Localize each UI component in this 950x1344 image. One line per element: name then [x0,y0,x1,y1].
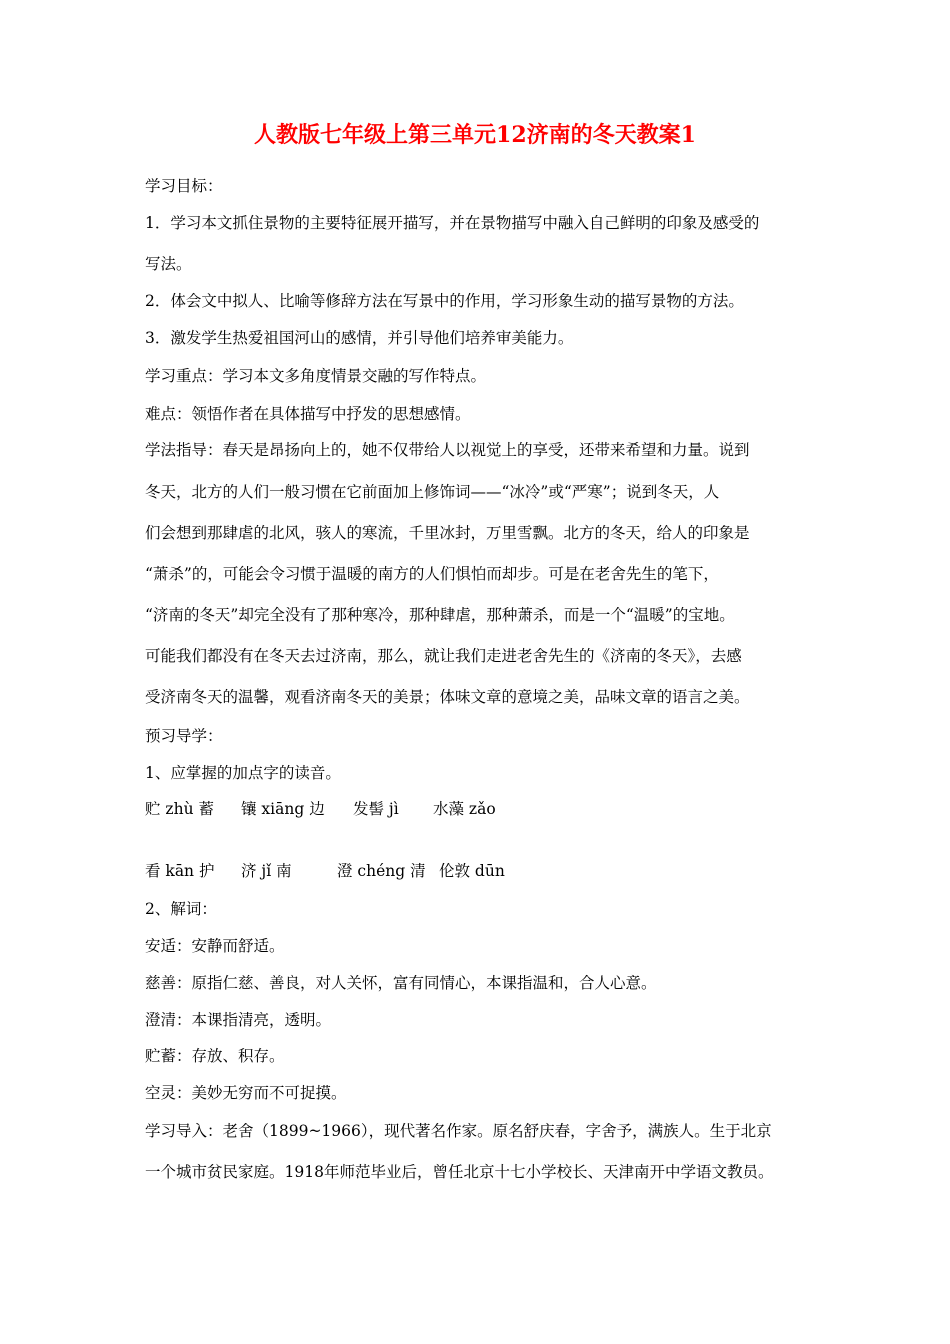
intro-line-1: 学习导入：老舍（1899~1966），现代著名作家。原名舒庆春，字舍予，满族人。生于北京 [145,1122,772,1140]
goal-2: 2．体会文中拟人、比喻等修辞方法在写景中的作用，学习形象生动的描写景物的方法。 [145,292,744,310]
pinyin-item: 伦敦 dūn [439,862,505,880]
learning-focus: 学习重点：学习本文多角度情景交融的写作特点。 [145,367,487,385]
vocab-item: 空灵：美妙无穷而不可捉摸。 [145,1084,347,1102]
vocab-heading: 2、解词： [145,900,217,918]
document-title: 人教版七年级上第三单元12济南的冬天教案1 [254,122,696,148]
intro-line-2: 一个城市贫民家庭。1918年师范毕业后，曾任北京十七小学校长、天津南开中学语文教员。 [145,1163,774,1181]
pinyin-item: 水藻 zǎo [433,800,496,818]
goal-1-line-2: 写法。 [145,255,192,273]
pinyin-item: 看 kān 护 [145,862,215,880]
method-line-1: 学法指导：春天是昂扬向上的，她不仅带给人以视觉上的享受，还带来希望和力量。说到 [145,441,750,459]
goal-3: 3．激发学生热爱祖国河山的感情，并引导他们培养审美能力。 [145,329,574,347]
difficulty: 难点：领悟作者在具体描写中抒发的思想感情。 [145,405,471,423]
pinyin-item: 澄 chéng 清 [337,862,426,880]
vocab-item: 安适：安静而舒适。 [145,937,285,955]
method-line-5: “济南的冬天”却完全没有了那种寒冷，那种肆虐，那种萧杀，而是一个“温暖”的宝地。 [145,606,735,624]
heading-learning-goals: 学习目标： [145,177,223,195]
pinyin-item: 镶 xiāng 边 [241,800,325,818]
goal-1-line-1: 1．学习本文抓住景物的主要特征展开描写，并在景物描写中融入自己鲜明的印象及感受的 [145,214,760,232]
vocab-item: 贮蓄：存放、积存。 [145,1047,285,1065]
method-line-4: “萧杀”的，可能会令习惯于温暖的南方的人们惧怕而却步。可是在老舍先生的笔下， [145,565,719,583]
vocab-item: 澄清：本课指清亮，透明。 [145,1011,332,1029]
method-line-3: 们会想到那肆虐的北风，骇人的寒流，千里冰封，万里雪飘。北方的冬天，给人的印象是 [145,524,750,542]
method-line-6: 可能我们都没有在冬天去过济南，那么，就让我们走进老舍先生的《济南的冬天》，去感 [145,647,742,665]
pinyin-item: 济 jǐ 南 [241,862,292,880]
method-line-7: 受济南冬天的温馨，观看济南冬天的美景；体味文章的意境之美，品味文章的语言之美。 [145,688,750,706]
pinyin-item: 发髻 jì [353,800,399,818]
pronunciation-heading: 1、应掌握的加点字的读音。 [145,764,341,782]
pinyin-item: 贮 zhù 蓄 [145,800,214,818]
heading-preview: 预习导学： [145,727,223,745]
method-line-2: 冬天，北方的人们一般习惯在它前面加上修饰词——“冰冷”或“严寒”；说到冬天，人 [145,483,720,501]
vocab-item: 慈善：原指仁慈、善良，对人关怀，富有同情心，本课指温和，合人心意。 [145,974,657,992]
